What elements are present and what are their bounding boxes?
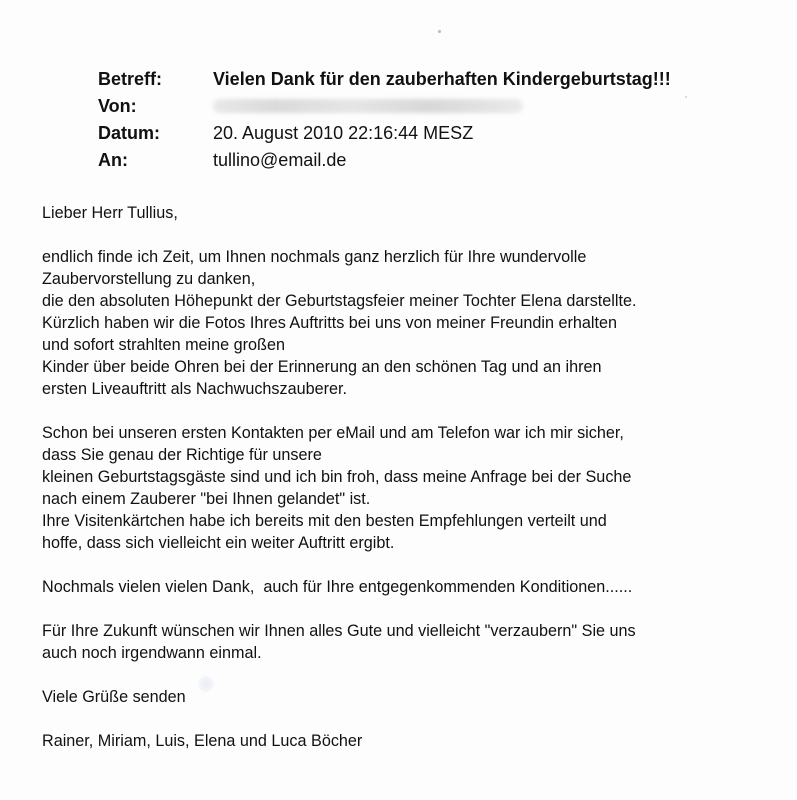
- date-value: 20. August 2010 22:16:44 MESZ: [213, 123, 474, 143]
- body-line: Kinder über beide Ohren bei der Erinnerung an den schönen Tag und an ihren: [42, 358, 602, 376]
- email-header: [98, 66, 778, 174]
- subject-label: Betreff:: [98, 69, 163, 89]
- subject-row: [98, 66, 778, 93]
- body-line: nach einem Zauberer "bei Ihnen gelandet" ist.: [42, 490, 371, 508]
- greeting: Lieber Herr Tullius,: [42, 204, 178, 222]
- paragraph-3: Nochmals vielen vielen Dank, auch für Ihre entgegenkommenden Konditionen......: [42, 578, 633, 596]
- signature: Rainer, Miriam, Luis, Elena und Luca Böcher: [42, 732, 363, 750]
- to-row: [98, 147, 778, 174]
- body-line: dass Sie genau der Richtige für unsere: [42, 446, 322, 464]
- from-label: Von:: [98, 96, 137, 116]
- paragraph-1: [42, 246, 782, 400]
- to-value: tullino@email.de: [213, 150, 347, 170]
- body-line: auch noch irgendwann einmal.: [42, 644, 262, 662]
- date-label: Datum:: [98, 123, 160, 143]
- redacted-email-blur: [213, 99, 523, 113]
- paragraph-2: [42, 422, 782, 554]
- body-line: die den absoluten Höhepunkt der Geburtstagsfeier meiner Tochter Elena darstellte.: [42, 292, 637, 310]
- from-value-redacted: [213, 96, 778, 118]
- body-line: Zaubervorstellung zu danken,: [42, 270, 256, 288]
- body-line: Schon bei unseren ersten Kontakten per eMail und am Telefon war ich mir sicher,: [42, 424, 624, 442]
- body-line: endlich finde ich Zeit, um Ihnen nochmals ganz herzlich für Ihre wundervolle: [42, 248, 587, 266]
- paper-speck: [438, 30, 441, 33]
- body-line: Kürzlich haben wir die Fotos Ihres Auftritts bei uns von meiner Freundin erhalten: [42, 314, 617, 332]
- body-line: und sofort strahlten meine großen: [42, 336, 285, 354]
- body-line: kleinen Geburtstagsgäste sind und ich bin froh, dass meine Anfrage bei der Suche: [42, 468, 632, 486]
- date-row: [98, 120, 778, 147]
- body-line: Für Ihre Zukunft wünschen wir Ihnen alles Gute und vielleicht "verzaubern" Sie uns: [42, 622, 636, 640]
- body-line: hoffe, dass sich vielleicht ein weiter Auftritt ergibt.: [42, 534, 395, 552]
- email-body: [42, 202, 782, 752]
- body-line: ersten Liveauftritt als Nachwuchszauberer.: [42, 380, 348, 398]
- closing: Viele Grüße senden: [42, 688, 186, 706]
- body-line: Ihre Visitenkärtchen habe ich bereits mit den besten Empfehlungen verteilt und: [42, 512, 607, 530]
- to-label: An:: [98, 150, 128, 170]
- subject-value: Vielen Dank für den zauberhaften Kindergeburtstag!!!: [213, 69, 671, 89]
- paragraph-4: [42, 620, 782, 664]
- from-row: [98, 93, 778, 120]
